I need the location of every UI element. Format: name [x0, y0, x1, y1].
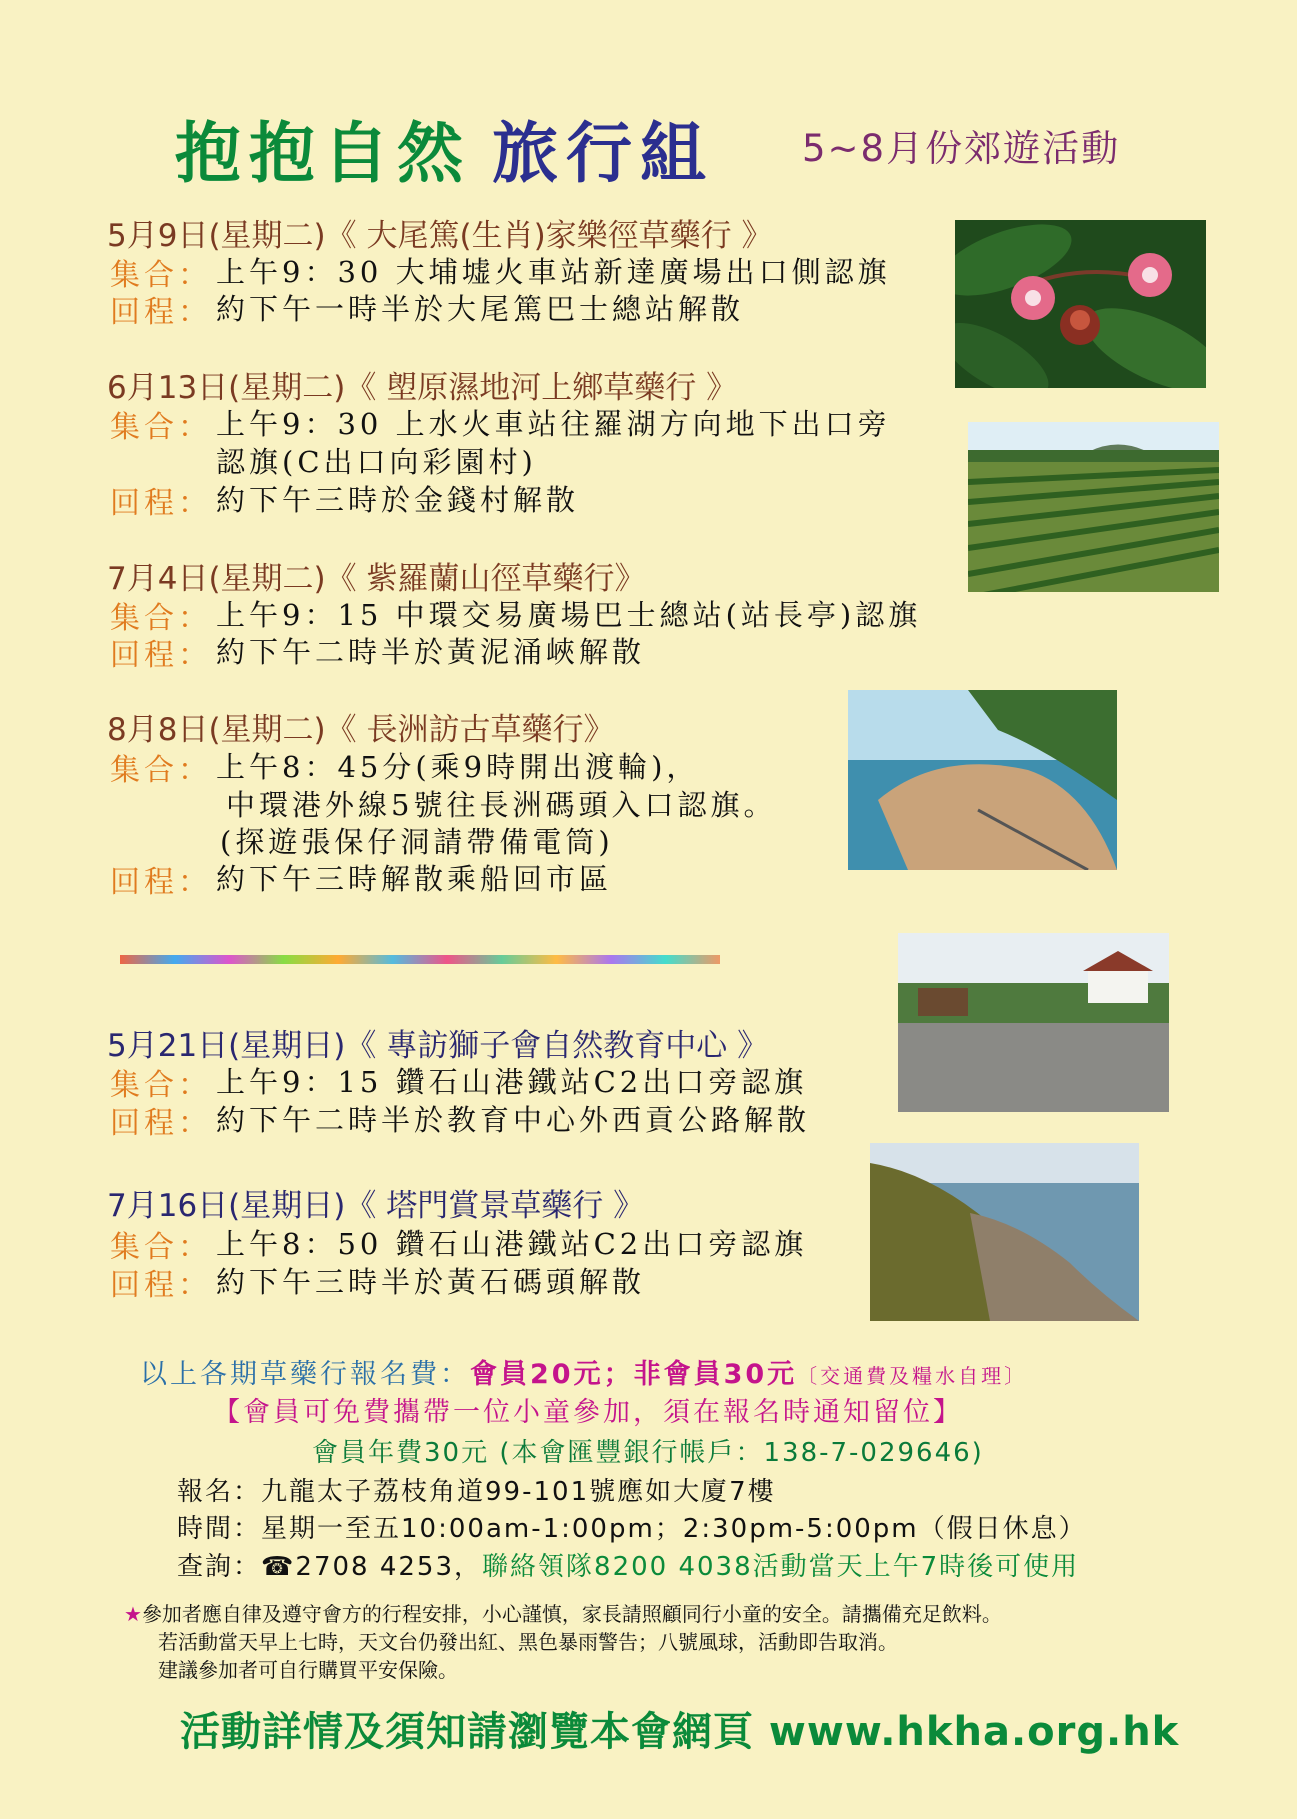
phone-separator: ， — [454, 1552, 483, 1582]
event-1-meet-label: 集合： — [110, 258, 212, 293]
event-5-meet-label: 集合： — [110, 1068, 212, 1103]
event-4-meet-3: (探遊張保仔洞請帶備電筒) — [220, 825, 614, 859]
note-line-1: ★參加者應自律及遵守會方的行程安排，小心謹慎，家長請照顧同行小童的安全。請攜備充足飲料。 — [124, 1602, 1002, 1626]
register-address: 九龍太子荔枝角道99-101號應如大廈7樓 — [261, 1477, 776, 1507]
fee-line — [140, 1352, 1027, 1391]
flower-photo — [955, 220, 1206, 388]
register-label: 報名： — [177, 1477, 262, 1507]
notes — [124, 1600, 1234, 1684]
phone-number: 2708 4253 — [295, 1552, 455, 1582]
title-part2: 旅行組 — [492, 115, 714, 192]
event-3-meet: 上午9：15 中環交易廣場巴士總站(站長亭)認旗 — [216, 598, 922, 632]
member-fee: 會員20元；非會員30元 — [470, 1359, 798, 1390]
event-1-meet: 上午9：30 大埔墟火車站新達廣場出口側認旗 — [216, 255, 891, 289]
footer-website: 活動詳情及須知請瀏覽本會網頁 www.hkha.org.hk — [180, 1709, 1180, 1755]
event-6-return-label: 回程： — [110, 1268, 212, 1303]
event-4-title: 8月8日(星期二)《 長洲訪古草藥行》 — [107, 712, 615, 748]
tap-mun-coast-photo — [870, 1143, 1139, 1321]
event-5-return-label: 回程： — [110, 1106, 212, 1141]
event-3-meet-label: 集合： — [110, 601, 212, 636]
event-4-return: 約下午三時解散乘船回市區 — [216, 862, 613, 896]
fee-note: 〔交通費及糧水自理〕 — [797, 1364, 1028, 1388]
event-6-meet-label: 集合： — [110, 1230, 212, 1265]
hours-row — [177, 1508, 1087, 1545]
event-4-meet-label: 集合： — [110, 753, 212, 788]
office-hours: 星期一至五10:00am-1:00pm；2:30pm-5:00pm（假日休息） — [261, 1514, 1087, 1544]
enquiry-row — [177, 1546, 1079, 1583]
register-row — [177, 1471, 776, 1508]
event-6-return: 約下午三時半於黃石碼頭解散 — [216, 1265, 646, 1299]
event-2-return-label: 回程： — [110, 486, 212, 521]
event-1-return-label: 回程： — [110, 295, 212, 330]
event-4-return-label: 回程： — [110, 865, 212, 900]
event-5-return: 約下午二時半於教育中心外西貢公路解散 — [216, 1103, 811, 1137]
event-3-title: 7月4日(星期二)《 紫羅蘭山徑草藥行》 — [107, 561, 646, 597]
title-part1: 抱抱自然 — [175, 115, 471, 192]
event-4-meet-2: 中環港外線5號往長洲碼頭入口認旗。 — [226, 788, 777, 822]
hours-label: 時間： — [177, 1514, 262, 1544]
note-line-3: 建議參加者可自行購買平安保險。 — [158, 1658, 458, 1682]
phone-icon: ☎ — [261, 1552, 296, 1582]
leader-contact: 聯絡領隊8200 4038活動當天上午7時後可使用 — [482, 1552, 1080, 1582]
event-1-return: 約下午一時半於大尾篤巴士總站解散 — [216, 292, 745, 326]
decorative-divider — [120, 955, 720, 964]
event-6-meet: 上午8：50 鑽石山港鐵站C2出口旁認旗 — [216, 1227, 808, 1261]
enquiry-label: 查詢： — [177, 1552, 262, 1582]
star-icon: ★ — [124, 1602, 142, 1626]
event-6-title: 7月16日(星期日)《 塔門賞景草藥行 》 — [107, 1188, 645, 1224]
fee-prefix: 以上各期草藥行報名費： — [140, 1359, 470, 1390]
event-2-meet-2: 認旗(C出口向彩園村) — [216, 445, 537, 479]
event-2-return: 約下午三時於金錢村解散 — [216, 483, 580, 517]
event-2-meet-label: 集合： — [110, 410, 212, 445]
subtitle: 5~8月份郊遊活動 — [802, 127, 1121, 170]
event-3-return: 約下午二時半於黃泥涌峽解散 — [216, 635, 646, 669]
education-centre-photo — [898, 933, 1169, 1112]
free-child-note: 【會員可免費攜帶一位小童參加，須在報名時通知留位】 — [213, 1397, 963, 1428]
event-4-meet-1: 上午8：45分(乘9時開出渡輪)， — [216, 750, 700, 784]
event-3-return-label: 回程： — [110, 638, 212, 673]
cheung-chau-coast-photo — [848, 690, 1117, 870]
event-2-title: 6月13日(星期二)《 塱原濕地河上鄉草藥行 》 — [107, 370, 738, 406]
farmland-photo — [968, 422, 1219, 592]
event-5-meet: 上午9：15 鑽石山港鐵站C2出口旁認旗 — [216, 1065, 808, 1099]
event-1-title: 5月9日(星期二)《 大尾篤(生肖)家樂徑草藥行 》 — [107, 218, 773, 254]
event-2-meet-1: 上午9：30 上水火車站往羅湖方向地下出口旁 — [216, 407, 891, 441]
event-5-title: 5月21日(星期日)《 專訪獅子會自然教育中心 》 — [107, 1028, 769, 1064]
note-line-2: 若活動當天早上七時，天文台仍發出紅、黑色暴雨警告；八號風球，活動即告取消。 — [158, 1630, 898, 1654]
annual-fee: 會員年費30元 (本會匯豐銀行帳戶：138-7-029646) — [312, 1438, 984, 1468]
